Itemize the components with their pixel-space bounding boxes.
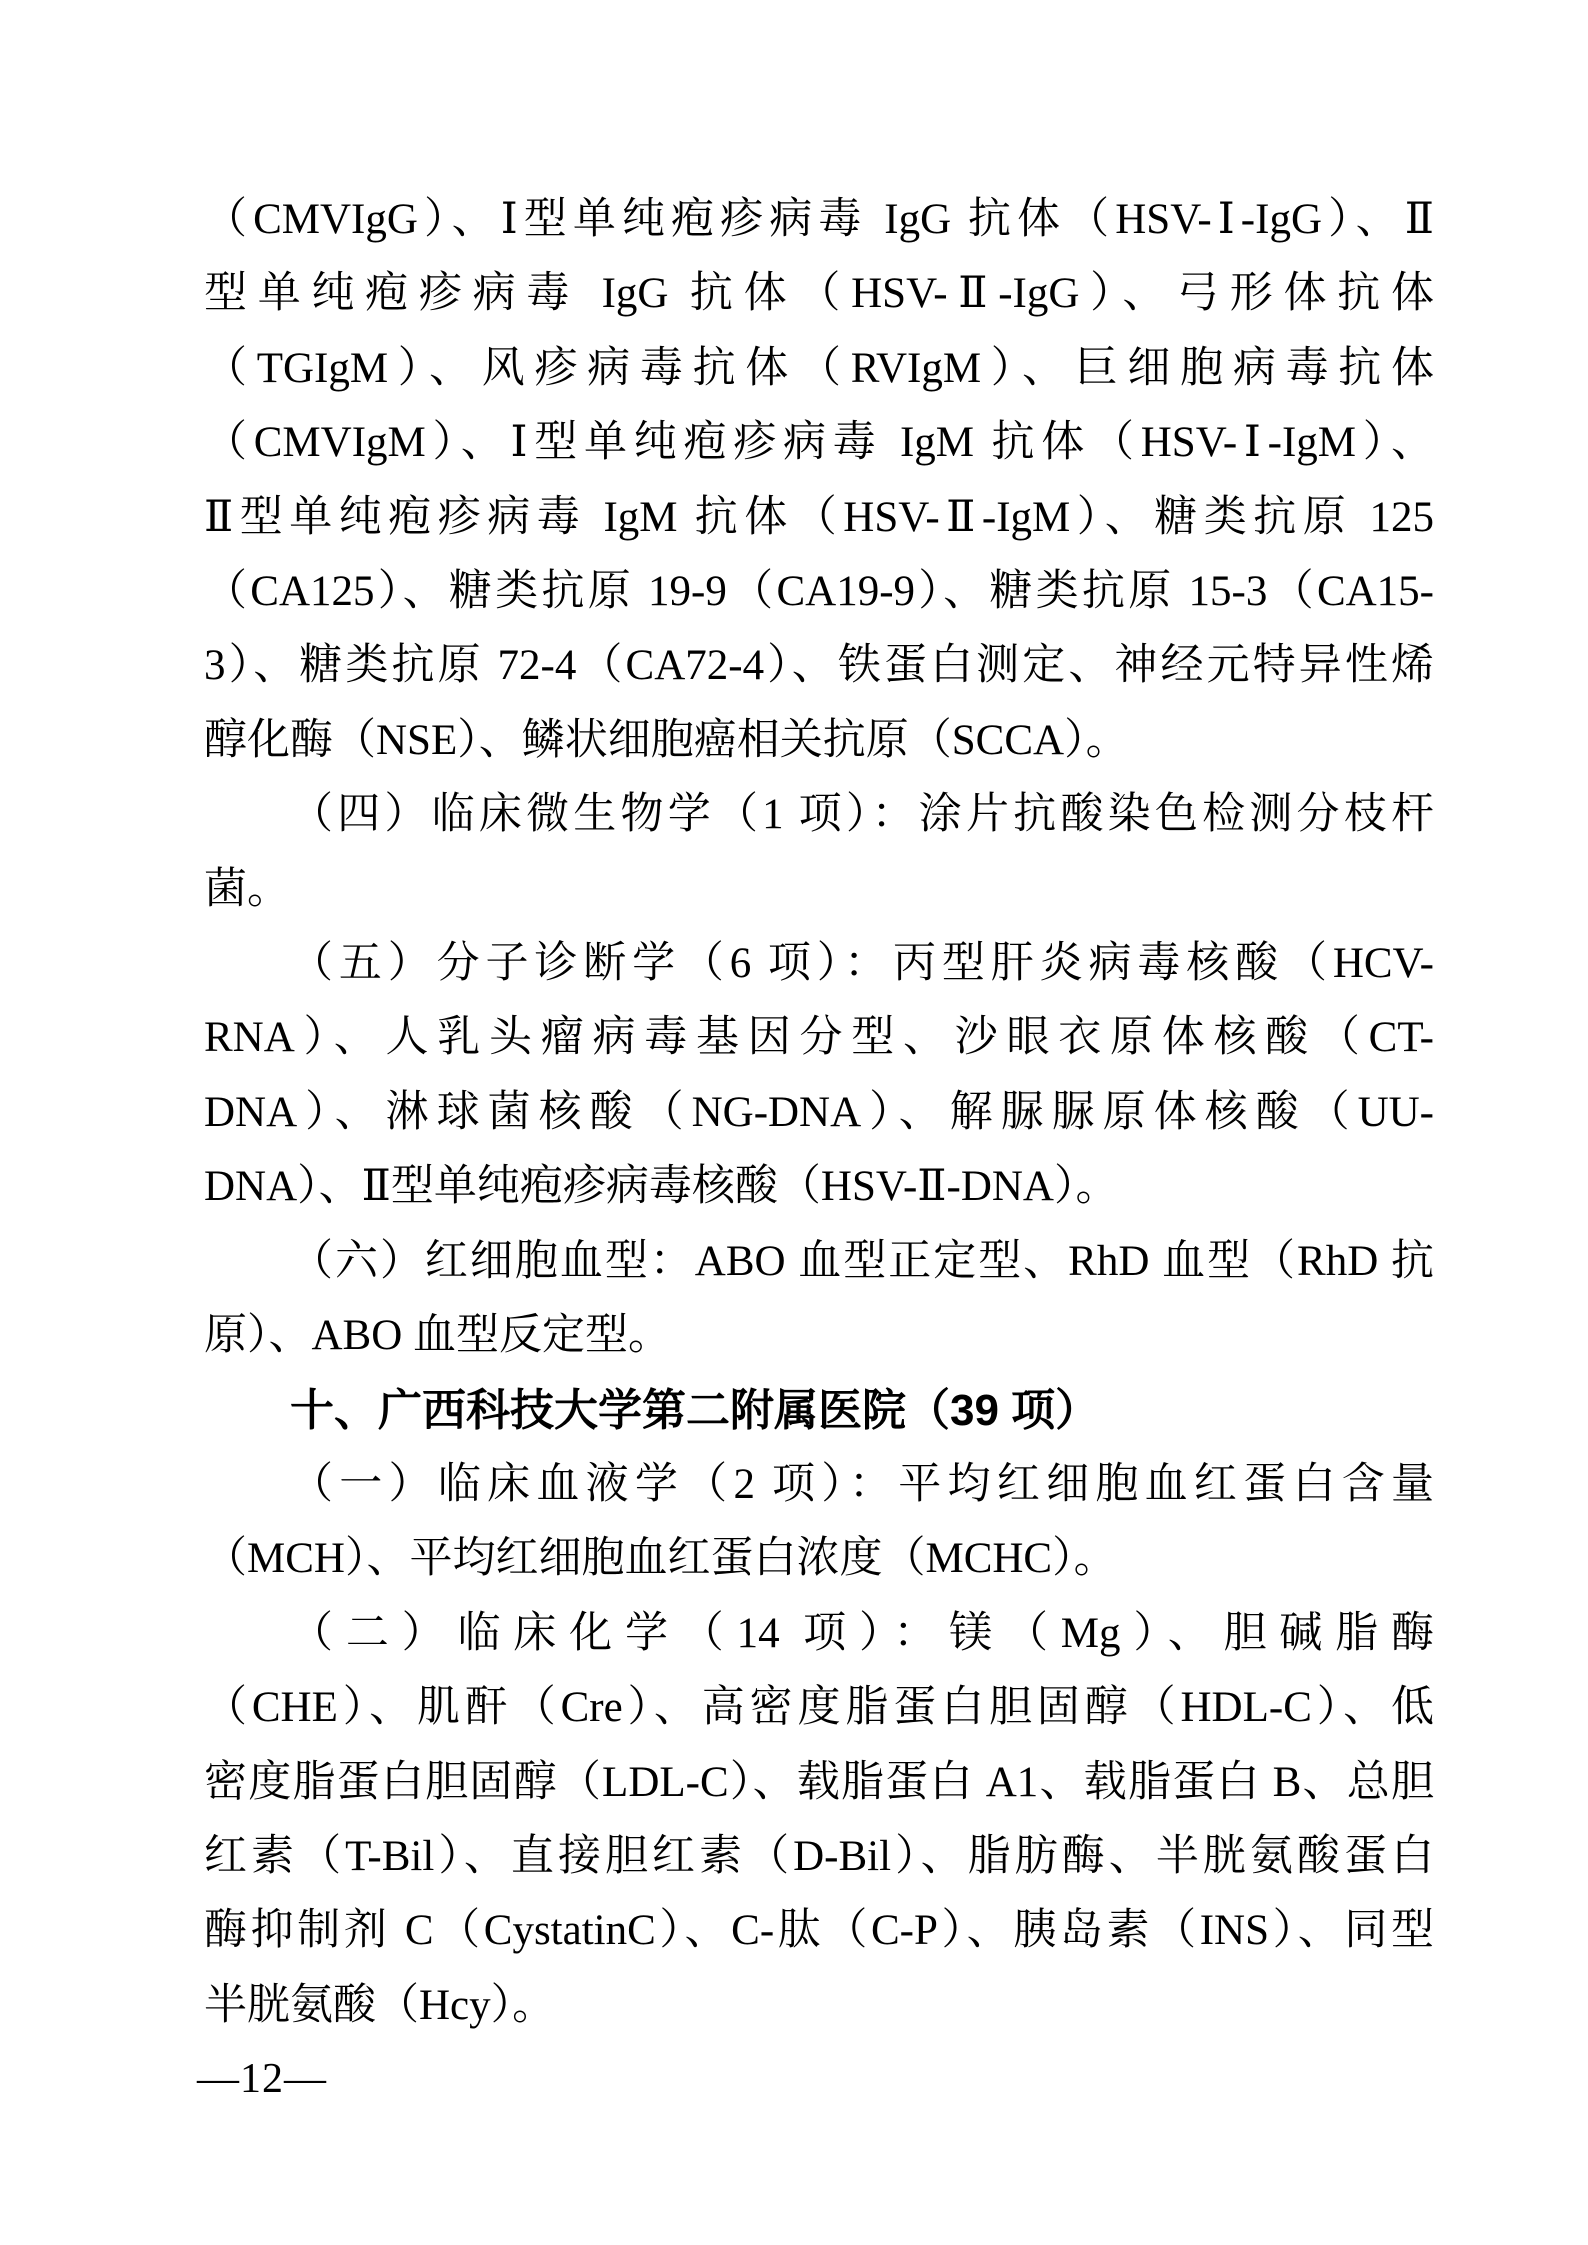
text-line: （CA125）、糖类抗原 19-9（CA19-9）、糖类抗原 15-3（CA15- <box>204 568 1434 616</box>
text-line: RNA）、人乳头瘤病毒基因分型、沙眼衣原体核酸（CT- <box>204 1014 1434 1062</box>
text-line: 密度脂蛋白胆固醇（LDL-C）、载脂蛋白 A1、载脂蛋白 B、总胆 <box>204 1758 1434 1806</box>
text-line: （二）临床化学（14 项）：镁（Mg）、胆碱脂酶 <box>290 1609 1434 1657</box>
text-line: （CMVIgG）、Ⅰ型单纯疱疹病毒 IgG 抗体（HSV-Ⅰ-IgG）、Ⅱ <box>204 196 1434 243</box>
text-line: 半胱氨酸（Hcy）。 <box>204 1981 556 2029</box>
text-line: （TGIgM）、风疹病毒抗体（RVIgM）、巨细胞病毒抗体 <box>204 344 1434 392</box>
text-line: 型单纯疱疹病毒 IgG 抗体（HSV-Ⅱ-IgG）、弓形体抗体 <box>204 270 1434 318</box>
text-line: 原）、ABO 血型反定型。 <box>204 1312 672 1360</box>
text-line: Ⅱ型单纯疱疹病毒 IgM 抗体（HSV-Ⅱ-IgM）、糖类抗原 125 <box>204 493 1434 541</box>
paragraph <box>204 1597 1434 2043</box>
text-line: （一）临床血液学（2 项）：平均红细胞血红蛋白含量 <box>290 1460 1434 1508</box>
text-line: （CMVIgM）、Ⅰ型单纯疱疹病毒 IgM 抗体（HSV-Ⅰ-IgM）、 <box>204 419 1434 467</box>
text-line: 酶抑制剂 C（CystatinC）、C-肽（C-P）、胰岛素（INS）、同型 <box>204 1907 1434 1955</box>
text-line: DNA）、Ⅱ型单纯疱疹病毒核酸（HSV-Ⅱ-DNA）。 <box>204 1163 1119 1211</box>
text-line: （MCH）、平均红细胞血红蛋白浓度（MCHC）。 <box>204 1535 1117 1583</box>
paragraph <box>204 183 1434 778</box>
page-number: —12— <box>197 2056 327 2102</box>
text-line: 3）、糖类抗原 72-4（CA72-4）、铁蛋白测定、神经元特异性烯 <box>204 642 1434 690</box>
paragraph <box>204 778 1434 927</box>
text-line: 红素（T-Bil）、直接胆红素（D-Bil）、脂肪酶、半胱氨酸蛋白 <box>204 1832 1434 1880</box>
text-line: （四）临床微生物学（1 项）：涂片抗酸染色检测分枝杆 <box>290 791 1434 839</box>
paragraph <box>204 1448 1434 1597</box>
text-line: DNA）、淋球菌核酸（NG-DNA）、解脲脲原体核酸（UU- <box>204 1088 1434 1136</box>
text-line: （CHE）、肌酐（Cre）、高密度脂蛋白胆固醇（HDL-C）、低 <box>204 1684 1434 1732</box>
document-body <box>204 183 1434 2043</box>
text-line: 菌。 <box>204 865 290 913</box>
text-line: （五）分子诊断学（6 项）：丙型肝炎病毒核酸（HCV- <box>290 940 1434 988</box>
paragraph <box>204 1225 1434 1374</box>
text-line: 十、广西科技大学第二附属医院（39 项） <box>290 1385 1100 1435</box>
paragraph <box>204 927 1434 1225</box>
section-heading <box>204 1374 1434 1448</box>
text-line: 醇化酶（NSE）、鳞状细胞癌相关抗原（SCCA）。 <box>204 716 1129 764</box>
text-line: （六）红细胞血型：ABO 血型正定型、RhD 血型（RhD 抗 <box>290 1237 1434 1285</box>
